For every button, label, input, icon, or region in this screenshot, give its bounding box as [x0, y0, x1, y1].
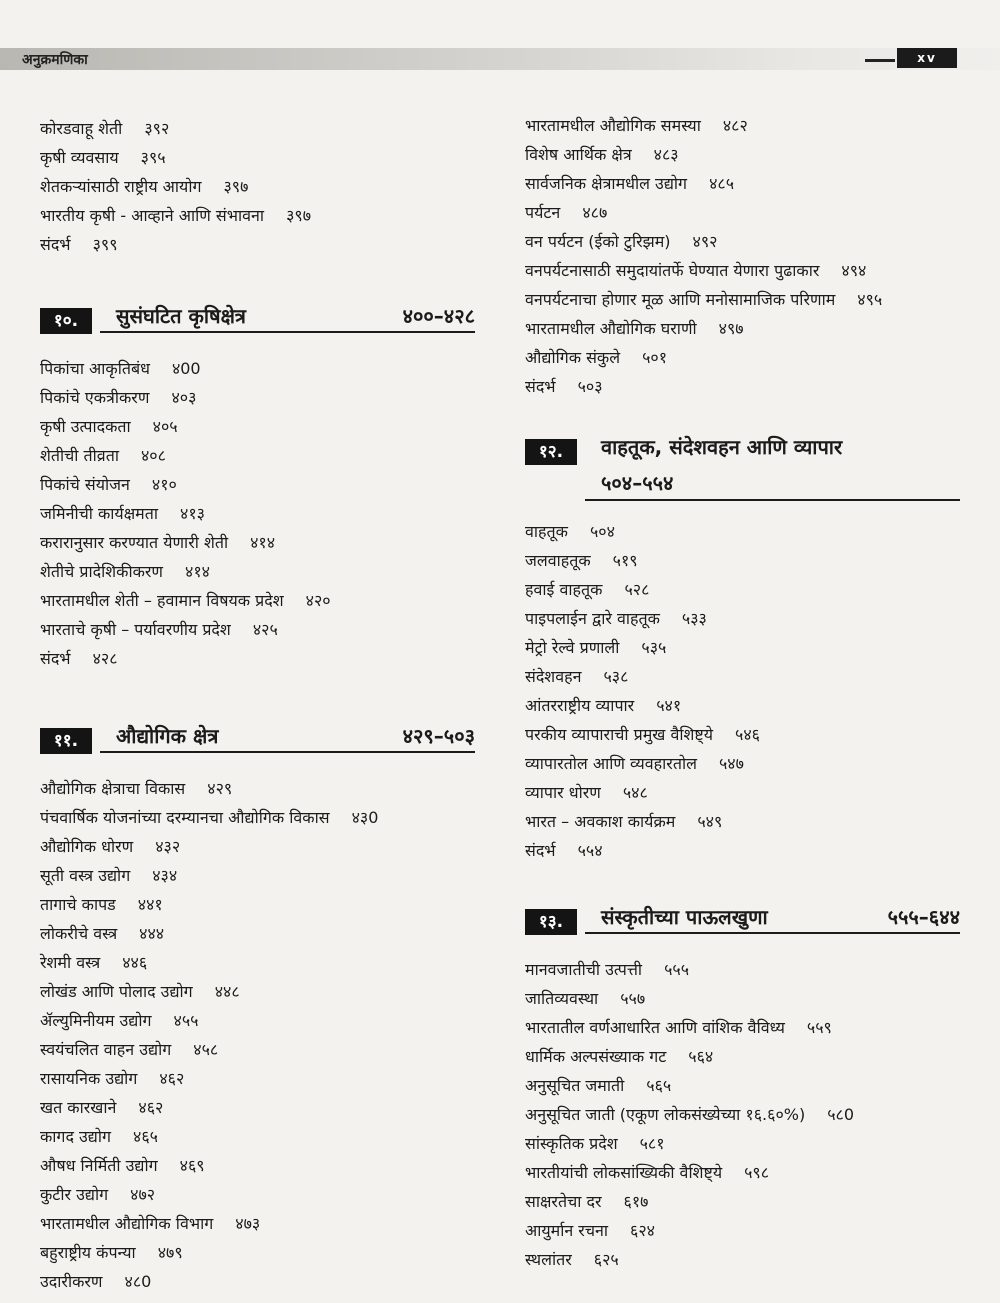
toc-entry — [525, 1071, 960, 1100]
toc-entry — [40, 1209, 475, 1238]
toc-entry-page: ४२८ — [92, 649, 118, 668]
toc-entry — [40, 557, 475, 586]
toc-entry-title: औद्योगिक क्षेत्राचा विकास — [40, 779, 186, 798]
toc-entry-title: शेतीची तीव्रता — [40, 446, 119, 465]
toc-entry-title: लोखंड आणि पोलाद उद्योग — [40, 982, 193, 1001]
chapter-page-range: ४२९–५०३ — [402, 724, 475, 748]
toc-entry-page: ५०४ — [589, 522, 615, 541]
chapter-title: संस्कृतीच्या पाऊलखुणा — [601, 905, 768, 929]
toc-entry-title: सूती वस्त्र उद्योग — [40, 866, 131, 885]
toc-entry — [40, 803, 475, 832]
toc-entry-page: ४१४ — [185, 562, 210, 581]
toc-entry-page: ४४४ — [139, 924, 165, 943]
toc-entry-page: ४२९ — [207, 779, 233, 798]
toc-entry-title: हवाई वाहतूक — [525, 580, 603, 599]
toc-entry-page: ५४९ — [697, 812, 723, 831]
toc-entry-page: ५०३ — [577, 377, 603, 396]
toc-entry — [40, 230, 475, 259]
toc-entry-title: परकीय व्यापाराची प्रमुख वैशिष्ट्ये — [525, 725, 714, 744]
toc-entry — [525, 604, 960, 633]
toc-entry-title: खत कारखाने — [40, 1098, 117, 1117]
toc-entry-page: ४४१ — [137, 895, 163, 914]
toc-entry — [40, 644, 475, 673]
toc-entry-page: ५९८ — [744, 1163, 770, 1182]
toc-entry — [525, 111, 960, 140]
chapter-rule — [100, 331, 475, 333]
toc-entry — [525, 749, 960, 778]
toc-entry-title: कागद उद्योग — [40, 1127, 112, 1146]
left-intro-list — [40, 114, 475, 294]
chapter-11-entries — [40, 774, 475, 1296]
toc-entry — [40, 528, 475, 557]
chapter-number: १३. — [525, 909, 577, 935]
toc-entry — [40, 1151, 475, 1180]
toc-entry-page: ४३२ — [155, 837, 181, 856]
toc-entry-title: पंचवार्षिक योजनांच्या दरम्यानचा औद्योगिक विकास — [40, 808, 330, 827]
toc-entry — [525, 198, 960, 227]
toc-entry-title: भारतातील वर्णआधारित आणि वांशिक वैविध्य — [525, 1018, 785, 1037]
toc-entry-page: ४७३ — [235, 1214, 261, 1233]
toc-entry-page: ५८0 — [827, 1105, 855, 1124]
toc-entry-page: ५३५ — [641, 638, 667, 657]
toc-entry — [525, 372, 960, 401]
toc-entry-title: पिकांचे एकत्रीकरण — [40, 388, 150, 407]
toc-entry-page: ४७९ — [157, 1243, 183, 1262]
toc-entry-title: आंतरराष्ट्रीय व्यापार — [525, 696, 635, 715]
toc-entry-page: ५५४ — [577, 841, 603, 860]
toc-entry-page: ४९७ — [718, 319, 744, 338]
toc-entry-page: ४२५ — [252, 620, 278, 639]
toc-entry — [525, 575, 960, 604]
toc-entry-title: रासायनिक उद्योग — [40, 1069, 138, 1088]
chapter-number: १०. — [40, 308, 92, 334]
toc-entry-page: ४५५ — [173, 1011, 199, 1030]
toc-entry-title: वन पर्यटन (ईको टुरिझम) — [525, 232, 671, 251]
toc-entry-title: पर्यटन — [525, 203, 561, 222]
toc-entry-title: जातिव्यवस्था — [525, 989, 599, 1008]
toc-entry-page: ५५९ — [806, 1018, 832, 1037]
chapter-title: सुसंघटित कृषिक्षेत्र — [116, 304, 246, 328]
toc-entry-title: व्यापारतोल आणि व्यवहारतोल — [525, 754, 697, 773]
toc-entry — [525, 720, 960, 749]
toc-entry-page: ४६९ — [179, 1156, 205, 1175]
toc-entry-title: पिकांचा आकृतिबंध — [40, 359, 150, 378]
toc-entry — [525, 778, 960, 807]
toc-entry-title: वाहतूक — [525, 522, 568, 541]
toc-entry-title: मेट्रो रेल्वे प्रणाली — [525, 638, 620, 657]
toc-entry-title: लोकरीचे वस्त्र — [40, 924, 118, 943]
header-rule — [865, 59, 895, 62]
toc-entry-title: कृषी उत्पादकता — [40, 417, 131, 436]
toc-entry-page: ४१३ — [180, 504, 205, 523]
chapter-number: ११. — [40, 728, 92, 754]
toc-entry — [525, 1042, 960, 1071]
toc-entry — [525, 1100, 960, 1129]
toc-entry-page: ३९२ — [144, 119, 170, 138]
toc-entry — [40, 977, 475, 1006]
right-intro-list — [525, 111, 960, 425]
toc-entry-title: औद्योगिक संकुले — [525, 348, 621, 367]
toc-entry-title: करारानुसार करण्यात येणारी शेती — [40, 533, 229, 552]
toc-entry-page: ४७२ — [130, 1185, 156, 1204]
chapter-12-entries — [525, 517, 960, 895]
toc-entry-title: भारत – अवकाश कार्यक्रम — [525, 812, 676, 831]
toc-entry-title: शेतीचे प्रादेशिकीकरण — [40, 562, 163, 581]
toc-entry — [40, 1122, 475, 1151]
toc-entry-page: ५३३ — [681, 609, 707, 628]
toc-entry-page: ३९७ — [286, 206, 312, 225]
toc-entry-title: संदेशवहन — [525, 667, 582, 686]
toc-entry — [40, 201, 475, 230]
toc-entry — [40, 890, 475, 919]
toc-entry-page: ३९७ — [223, 177, 249, 196]
toc-entry-page: ३९५ — [140, 148, 166, 167]
toc-entry-title: भारताचे कृषी – पर्यावरणीय प्रदेश — [40, 620, 231, 639]
toc-entry-page: ५५७ — [620, 989, 646, 1008]
toc-entry-page: ५१९ — [612, 551, 638, 570]
toc-entry — [525, 140, 960, 169]
toc-entry-page: ४८७ — [582, 203, 608, 222]
toc-entry-title: अनुसूचित जाती (एकूण लोकसंख्येच्या १६.६०%) — [525, 1105, 806, 1124]
chapter-rule — [585, 499, 960, 501]
toc-entry-page: ४६२ — [138, 1098, 164, 1117]
toc-entry — [40, 1006, 475, 1035]
toc-entry-title: वनपर्यटनासाठी समुदायांतर्फे घेण्यात येणारा पुढाकार — [525, 261, 820, 280]
toc-entry-page: ५४१ — [656, 696, 682, 715]
toc-entry — [40, 861, 475, 890]
toc-entry — [40, 615, 475, 644]
page-number: xv — [897, 48, 957, 68]
toc-entry — [40, 1238, 475, 1267]
toc-entry-title: अनुसूचित जमाती — [525, 1076, 625, 1095]
toc-entry-page: ६२५ — [593, 1250, 619, 1269]
toc-entry-title: औद्योगिक धोरण — [40, 837, 134, 856]
toc-entry — [525, 955, 960, 984]
toc-entry — [525, 662, 960, 691]
toc-entry — [40, 172, 475, 201]
toc-entry — [525, 285, 960, 314]
left-column — [40, 114, 475, 1296]
toc-entry — [525, 1158, 960, 1187]
toc-entry-page: ४८५ — [709, 174, 735, 193]
toc-entry — [525, 169, 960, 198]
chapter-11-heading — [40, 714, 475, 774]
toc-entry — [40, 441, 475, 470]
toc-entry — [40, 412, 475, 441]
toc-entry — [525, 1245, 960, 1274]
toc-entry-page: ५३८ — [603, 667, 629, 686]
toc-entry-page: ४५८ — [193, 1040, 219, 1059]
toc-entry — [40, 383, 475, 412]
toc-entry — [525, 1013, 960, 1042]
toc-entry — [40, 1093, 475, 1122]
toc-entry — [40, 143, 475, 172]
toc-entry-page: ४८३ — [653, 145, 679, 164]
toc-entry-title: औषध निर्मिती उद्योग — [40, 1156, 158, 1175]
toc-entry-title: संदर्भ — [525, 377, 556, 396]
toc-entry-page: ५०१ — [642, 348, 668, 367]
chapter-title: वाहतूक, संदेशवहन आणि व्यापार — [601, 435, 843, 459]
toc-entry-page: ४१० — [151, 475, 177, 494]
toc-entry-title: स्थलांतर — [525, 1250, 572, 1269]
toc-entry-title: व्यापार धोरण — [525, 783, 601, 802]
toc-entry-title: मानवजातीची उत्पत्ती — [525, 960, 643, 979]
toc-entry-page: ६१७ — [623, 1192, 649, 1211]
toc-entry — [40, 1035, 475, 1064]
toc-entry — [525, 517, 960, 546]
toc-entry — [40, 499, 475, 528]
chapter-13-entries — [525, 955, 960, 1274]
toc-entry — [525, 227, 960, 256]
toc-entry-title: रेशमी वस्त्र — [40, 953, 101, 972]
toc-entry — [525, 343, 960, 372]
toc-entry-page: ४९५ — [857, 290, 883, 309]
toc-entry-page: ४९२ — [692, 232, 718, 251]
toc-entry-page: ४८0 — [124, 1272, 152, 1291]
toc-entry — [40, 948, 475, 977]
header-band — [0, 48, 1000, 70]
toc-entry-title: उदारीकरण — [40, 1272, 103, 1291]
toc-entry — [525, 546, 960, 575]
toc-entry-page: ५६५ — [646, 1076, 672, 1095]
toc-entry-title: बहुराष्ट्रीय कंपन्या — [40, 1243, 136, 1262]
toc-entry-title: ॲल्युमिनीयम उद्योग — [40, 1011, 152, 1030]
toc-entry-page: ४०३ — [171, 388, 197, 407]
toc-entry-title: धार्मिक अल्पसंख्याक गट — [525, 1047, 667, 1066]
toc-entry-title: कोरडवाहू शेती — [40, 119, 123, 138]
chapter-10-entries — [40, 354, 475, 714]
toc-entry-title: जमिनीची कार्यक्षमता — [40, 504, 159, 523]
toc-entry-page: ५२८ — [624, 580, 650, 599]
chapter-page-range: ४००–४२८ — [402, 304, 475, 328]
toc-entry-title: जलवाहतूक — [525, 551, 591, 570]
toc-entry-page: ४00 — [171, 359, 201, 378]
toc-entry — [40, 354, 475, 383]
toc-entry-page: ३९९ — [92, 235, 118, 254]
toc-entry — [525, 1129, 960, 1158]
toc-entry-page: ४२० — [305, 591, 331, 610]
toc-entry-title: भारतामधील औद्योगिक समस्या — [525, 116, 701, 135]
toc-entry-page: ६२४ — [630, 1221, 656, 1240]
toc-entry — [40, 1180, 475, 1209]
toc-entry-title: भारतामधील शेती – हवामान विषयक प्रदेश — [40, 591, 284, 610]
toc-entry-title: आयुर्मान रचना — [525, 1221, 609, 1240]
running-header-title: अनुक्रमणिका — [22, 52, 88, 68]
chapter-page-range: ५०४–५५४ — [601, 471, 674, 495]
toc-entry-title: शेतकऱ्यांसाठी राष्ट्रीय आयोग — [40, 177, 202, 196]
toc-entry-page: ४९४ — [841, 261, 867, 280]
toc-entry-title: स्वयंचलित वाहन उद्योग — [40, 1040, 172, 1059]
toc-entry-page: ४३0 — [351, 808, 379, 827]
toc-entry-title: भारतीय कृषी - आव्हाने आणि संभावना — [40, 206, 265, 225]
toc-entry-page: ४४८ — [214, 982, 240, 1001]
toc-entry-title: पाइपलाईन द्वारे वाहतूक — [525, 609, 660, 628]
toc-entry — [40, 774, 475, 803]
toc-entry-title: विशेष आर्थिक क्षेत्र — [525, 145, 632, 164]
toc-entry-title: पिकांचे संयोजन — [40, 475, 130, 494]
toc-entry-title: कुटीर उद्योग — [40, 1185, 109, 1204]
chapter-12-heading — [525, 425, 960, 517]
toc-entry-title: संदर्भ — [525, 841, 556, 860]
toc-entry-page: ४३४ — [152, 866, 178, 885]
toc-entry — [40, 832, 475, 861]
toc-entry-page: ५४८ — [622, 783, 648, 802]
toc-entry-page: ४८२ — [722, 116, 748, 135]
chapter-page-range: ५५५–६४४ — [887, 905, 960, 929]
toc-entry — [40, 586, 475, 615]
toc-entry-title: सांस्कृतिक प्रदेश — [525, 1134, 618, 1153]
chapter-10-heading — [40, 294, 475, 354]
toc-entry — [525, 691, 960, 720]
toc-entry — [525, 256, 960, 285]
toc-entry — [40, 1064, 475, 1093]
toc-entry — [525, 1216, 960, 1245]
toc-entry-page: ५४७ — [718, 754, 744, 773]
toc-entry — [40, 919, 475, 948]
toc-entry-page: ५४६ — [735, 725, 760, 744]
toc-entry-page: ४४६ — [122, 953, 148, 972]
toc-entry-title: तागाचे कापड — [40, 895, 116, 914]
toc-entry-title: सार्वजनिक क्षेत्रामधील उद्योग — [525, 174, 688, 193]
toc-entry — [525, 836, 960, 865]
chapter-rule — [585, 932, 960, 934]
toc-entry-page: ५६४ — [688, 1047, 714, 1066]
toc-entry-title: भारतीयांची लोकसांख्यिकी वैशिष्ट्ये — [525, 1163, 723, 1182]
toc-entry-page: ४१४ — [250, 533, 276, 552]
toc-entry-title: भारतामधील औद्योगिक विभाग — [40, 1214, 214, 1233]
right-column — [525, 111, 960, 1274]
toc-entry-page: ५५५ — [664, 960, 690, 979]
chapter-rule — [100, 751, 475, 753]
chapter-number: १२. — [525, 439, 577, 465]
toc-entry — [40, 114, 475, 143]
toc-entry — [525, 984, 960, 1013]
toc-entry-page: ४६५ — [133, 1127, 158, 1146]
toc-entry-title: संदर्भ — [40, 649, 71, 668]
toc-entry — [525, 1187, 960, 1216]
toc-entry — [40, 470, 475, 499]
chapter-title: औद्योगिक क्षेत्र — [116, 724, 219, 748]
toc-entry-page: ४०८ — [140, 446, 166, 465]
toc-entry-page: ४०५ — [152, 417, 178, 436]
chapter-13-heading — [525, 895, 960, 955]
toc-entry — [525, 314, 960, 343]
toc-entry — [525, 633, 960, 662]
toc-entry — [525, 807, 960, 836]
toc-entry-title: वनपर्यटनाचा होणार मूळ आणि मनोसामाजिक परिणाम — [525, 290, 836, 309]
toc-entry — [40, 1267, 475, 1296]
toc-entry-title: संदर्भ — [40, 235, 71, 254]
toc-entry-title: भारतामधील औद्योगिक घराणी — [525, 319, 697, 338]
toc-entry-page: ४६२ — [159, 1069, 185, 1088]
toc-entry-title: साक्षरतेचा दर — [525, 1192, 602, 1211]
toc-entry-title: कृषी व्यवसाय — [40, 148, 119, 167]
toc-entry-page: ५८१ — [639, 1134, 665, 1153]
